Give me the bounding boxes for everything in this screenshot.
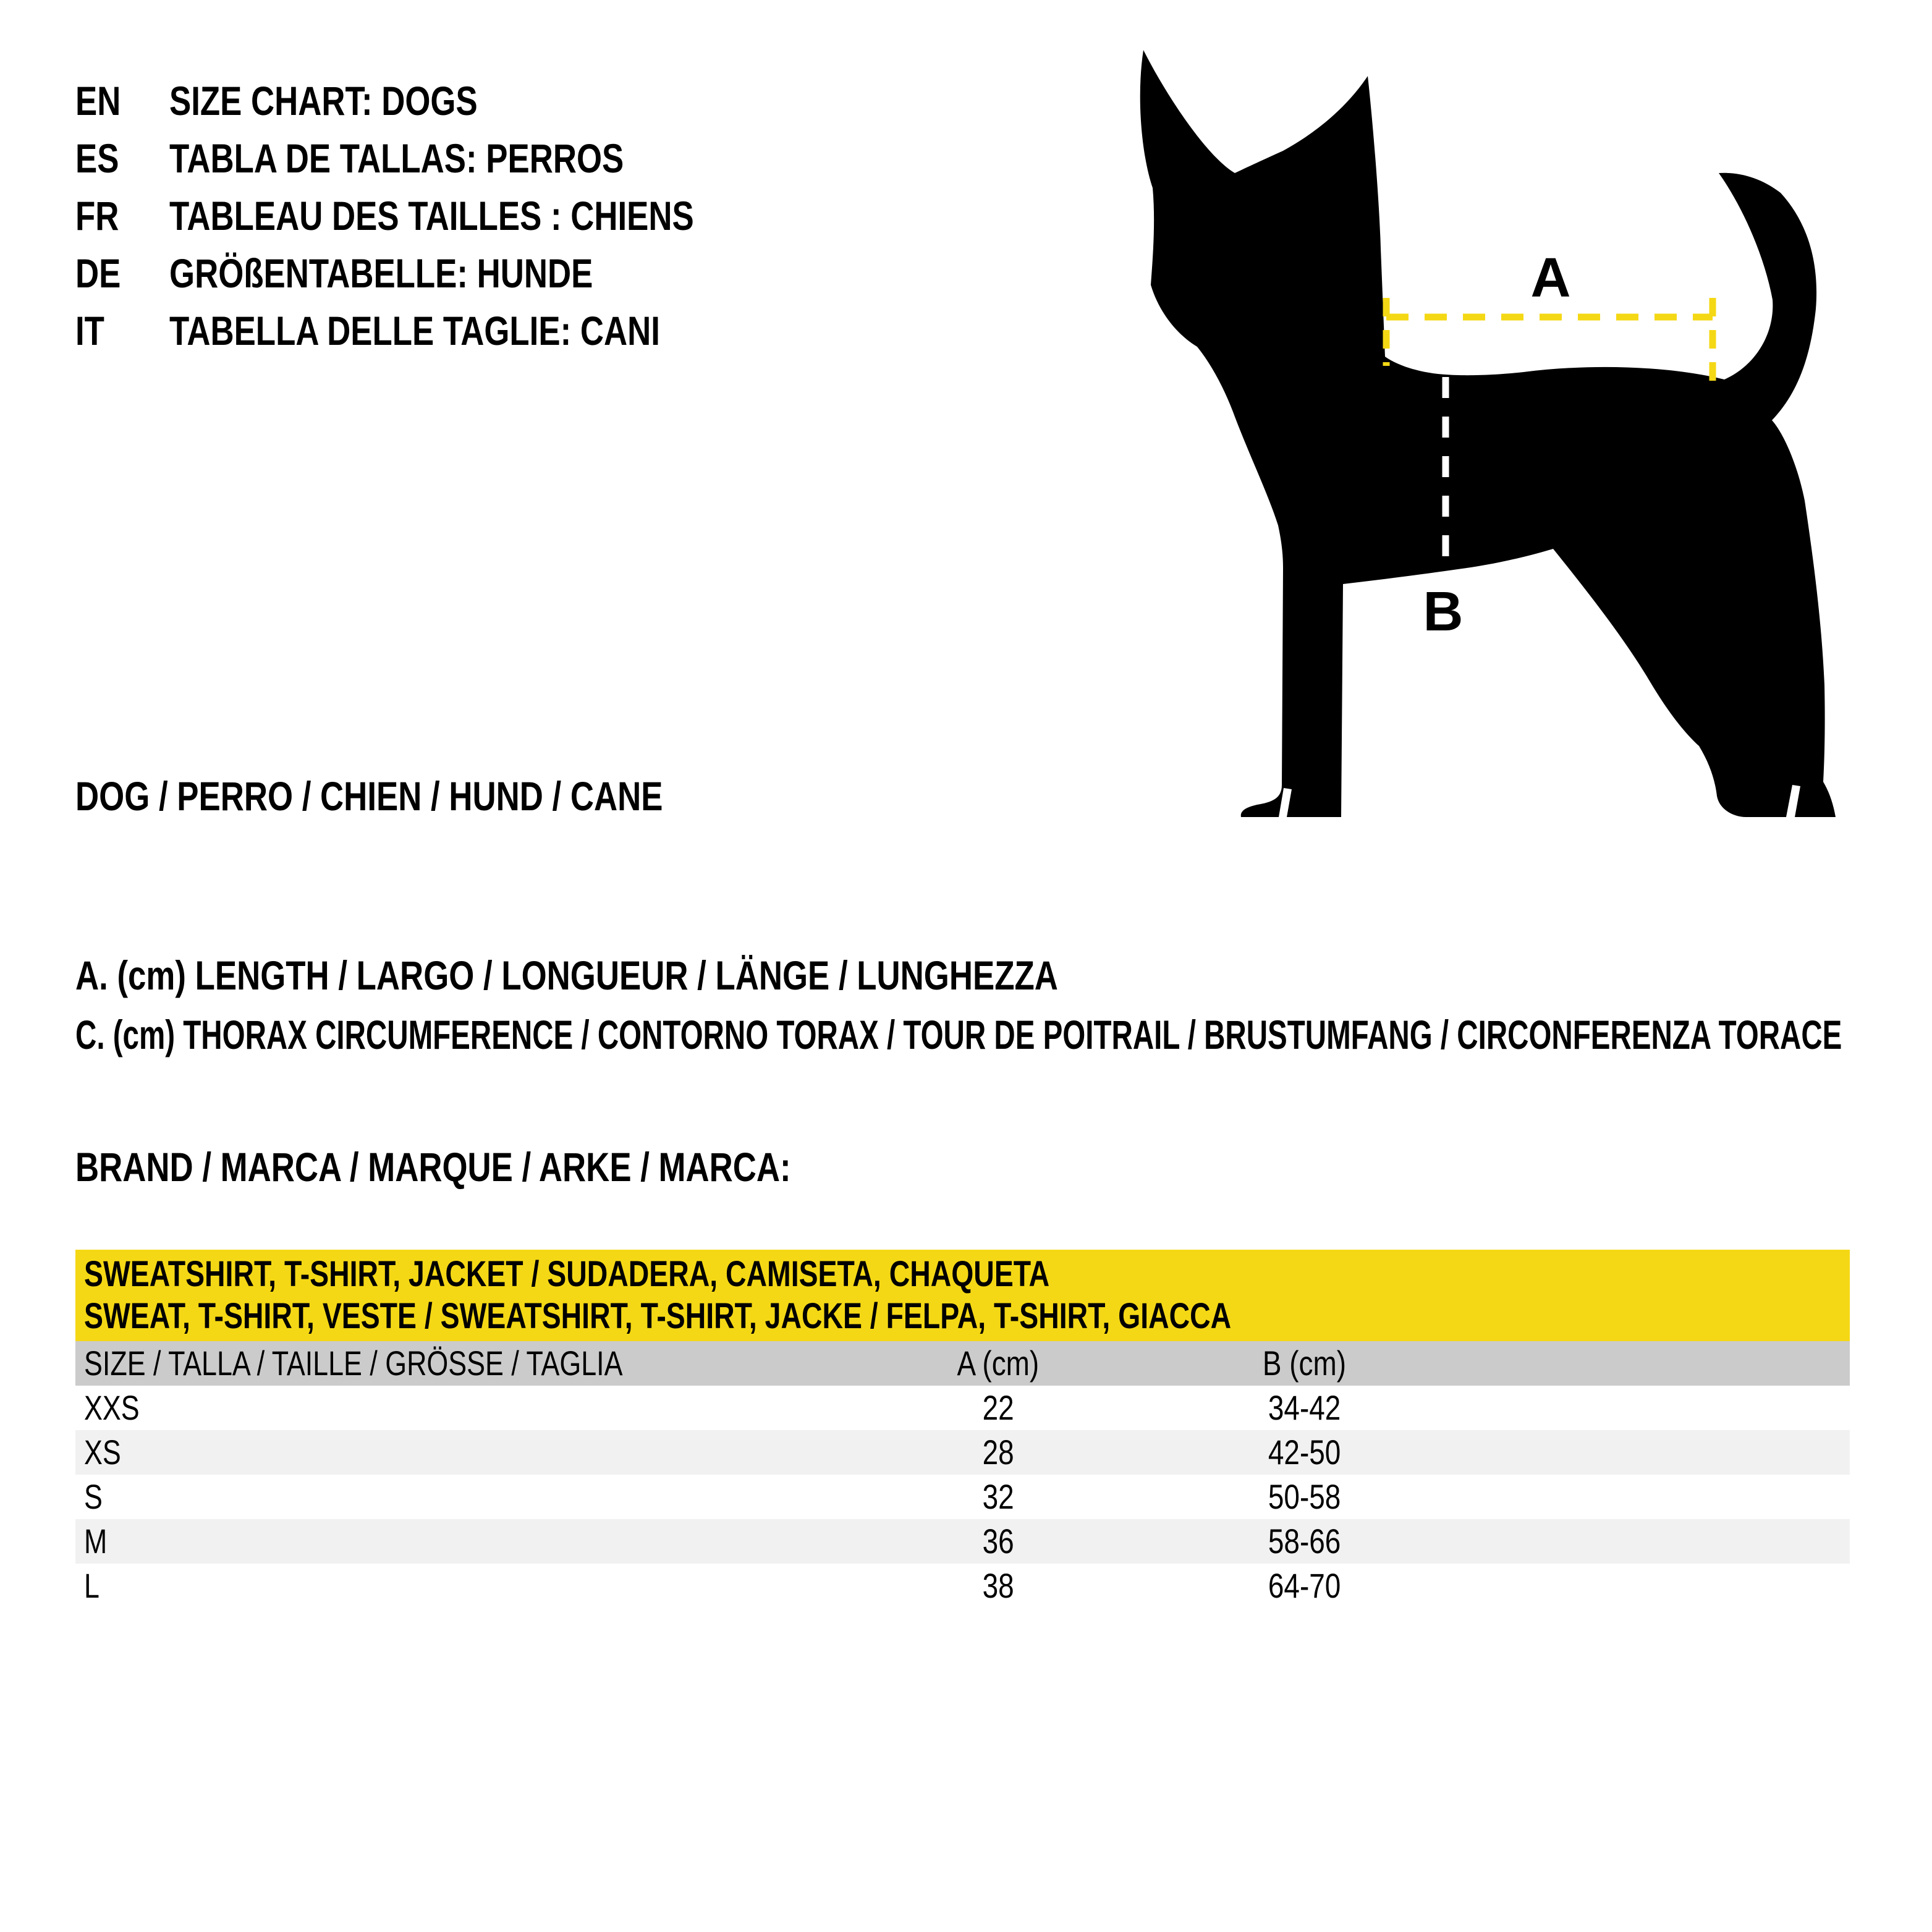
figure-caption xyxy=(75,768,810,824)
list-item xyxy=(75,129,825,187)
list-item xyxy=(75,72,825,129)
a-value: 22 xyxy=(982,1388,1014,1427)
column-header-size: SIZE / TALLA / TAILLE / GRÖSSE / TAGLIA xyxy=(84,1344,623,1383)
size-value: XS xyxy=(84,1433,121,1472)
brand-line-text: BRAND / MARCA / MARQUE / ARKE / MARCA: xyxy=(75,1144,791,1190)
table-header-row xyxy=(75,1341,1850,1386)
column-header-b: B (cm) xyxy=(1262,1344,1346,1383)
table-row xyxy=(75,1564,1850,1608)
table-row xyxy=(75,1386,1850,1430)
legend-thorax xyxy=(75,1006,1932,1063)
a-value: 38 xyxy=(982,1566,1014,1605)
language-code: ES xyxy=(75,135,119,181)
language-code: FR xyxy=(75,192,119,239)
dog-measurement-figure xyxy=(1125,19,1866,822)
measurement-a-label: A xyxy=(1530,247,1571,309)
language-title: TABLA DE TALLAS: PERROS xyxy=(169,135,624,181)
language-code: IT xyxy=(75,307,104,354)
b-value: 50-58 xyxy=(1268,1477,1341,1516)
legend-thorax-text: C. (cm) THORAX CIRCUMFERENCE / CONTORNO TORAX / TOUR DE POITRAIL / BRUSTUMFANG / CIRCONFERENZA TORACE xyxy=(75,1012,1842,1057)
dog-silhouette-icon xyxy=(1140,50,1836,817)
brand-line xyxy=(75,1138,970,1195)
size-value: S xyxy=(84,1477,103,1516)
language-title: TABELLA DELLE TAGLIE: CANI xyxy=(169,307,660,354)
size-value: M xyxy=(84,1522,108,1561)
language-title: SIZE CHART: DOGS xyxy=(169,77,478,124)
table-title-line1: SWEATSHIRT, T-SHIRT, JACKET / SUDADERA, CAMISETA, CHAQUETA xyxy=(84,1254,1050,1294)
language-list xyxy=(75,72,825,359)
b-value: 42-50 xyxy=(1268,1433,1341,1472)
language-code: DE xyxy=(75,250,121,296)
list-item xyxy=(75,187,825,244)
size-value: XXS xyxy=(84,1388,140,1427)
table-title-band xyxy=(75,1250,1850,1341)
language-title: GRÖßENTABELLE: HUNDE xyxy=(169,250,593,296)
language-title: TABLEAU DES TAILLES : CHIENS xyxy=(169,192,694,239)
b-value: 34-42 xyxy=(1268,1388,1341,1427)
table-row xyxy=(75,1475,1850,1519)
measurement-b-label: B xyxy=(1423,581,1464,643)
list-item xyxy=(75,244,825,302)
legend-length-text: A. (cm) LENGTH / LARGO / LONGUEUR / LÄNGE / LUNGHEZZA xyxy=(75,952,1058,998)
a-value: 32 xyxy=(982,1477,1014,1516)
a-value: 36 xyxy=(982,1522,1014,1561)
column-header-a: A (cm) xyxy=(957,1344,1040,1383)
table-title-line2: SWEAT, T-SHIRT, VESTE / SWEATSHIRT, T-SHIRT, JACKE / FELPA, T-SHIRT, GIACCA xyxy=(84,1296,1232,1336)
a-value: 28 xyxy=(982,1433,1014,1472)
language-code: EN xyxy=(75,77,121,124)
b-value: 58-66 xyxy=(1268,1522,1341,1561)
figure-caption-text: DOG / PERRO / CHIEN / HUND / CANE xyxy=(75,773,663,819)
legend-length xyxy=(75,947,1303,1004)
table-row xyxy=(75,1430,1850,1475)
size-table xyxy=(75,1250,1850,1608)
b-value: 64-70 xyxy=(1268,1566,1341,1605)
list-item xyxy=(75,302,825,359)
table-row xyxy=(75,1519,1850,1564)
size-value: L xyxy=(84,1566,100,1605)
